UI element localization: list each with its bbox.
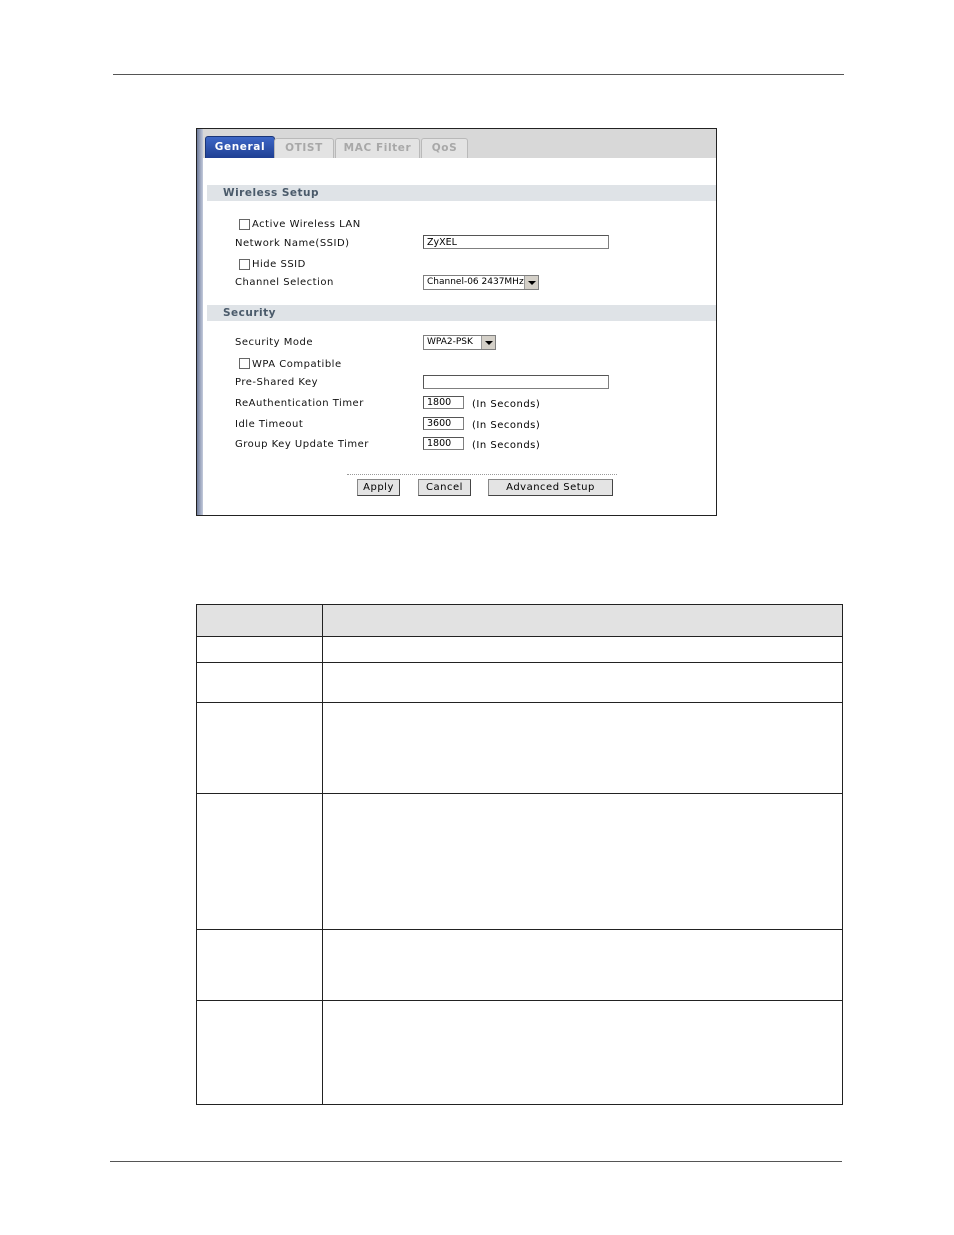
security-mode-select[interactable] xyxy=(423,335,496,350)
chevron-down-icon[interactable] xyxy=(524,276,538,289)
security-mode-label: Security Mode xyxy=(235,337,313,348)
idle-timeout-input[interactable] xyxy=(423,417,464,430)
ssid-label: Network Name(SSID) xyxy=(235,238,350,249)
advanced-setup-button[interactable]: Advanced Setup xyxy=(488,479,613,496)
idle-unit: (In Seconds) xyxy=(472,420,541,431)
group-key-timer-label: Group Key Update Timer xyxy=(235,439,369,450)
field-description-table xyxy=(196,604,843,1105)
button-divider xyxy=(347,474,617,475)
active-wireless-label: Active Wireless LAN xyxy=(252,219,361,230)
reauth-unit: (In Seconds) xyxy=(472,399,541,410)
cancel-button[interactable]: Cancel xyxy=(418,479,471,496)
header-rule xyxy=(113,74,844,75)
apply-button[interactable]: Apply xyxy=(357,479,400,496)
reauth-timer-label: ReAuthentication Timer xyxy=(235,398,364,409)
table-row xyxy=(197,702,842,703)
hide-ssid-label: Hide SSID xyxy=(252,259,306,270)
tab-otist[interactable]: OTIST xyxy=(274,138,334,158)
tab-bar xyxy=(203,129,716,158)
idle-timeout-label: Idle Timeout xyxy=(235,419,304,430)
wpa-compatible-checkbox[interactable] xyxy=(239,358,250,369)
pre-shared-key-input[interactable] xyxy=(423,375,609,389)
security-mode-value: WPA2-PSK xyxy=(427,337,473,347)
group-key-timer-input[interactable] xyxy=(423,437,464,450)
tab-mac-filter[interactable]: MAC Filter xyxy=(335,138,420,158)
channel-select-value: Channel-06 2437MHz xyxy=(427,277,524,287)
hide-ssid-checkbox[interactable] xyxy=(239,259,250,270)
left-gradient-bar xyxy=(197,129,203,515)
active-wireless-checkbox[interactable] xyxy=(239,219,250,230)
tab-general[interactable]: General xyxy=(205,136,275,158)
group-key-unit: (In Seconds) xyxy=(472,440,541,451)
tab-qos[interactable]: QoS xyxy=(421,138,468,158)
chevron-down-icon[interactable] xyxy=(481,336,495,349)
wireless-settings-screenshot xyxy=(196,128,717,516)
table-row xyxy=(197,662,842,663)
column-divider xyxy=(322,605,323,1104)
table-row xyxy=(197,929,842,930)
wpa-compatible-label: WPA Compatible xyxy=(252,359,342,370)
table-row xyxy=(197,793,842,794)
table-row xyxy=(197,1000,842,1001)
wireless-setup-header: Wireless Setup xyxy=(207,185,716,201)
reauth-timer-input[interactable] xyxy=(423,396,464,409)
pre-shared-key-label: Pre-Shared Key xyxy=(235,377,319,388)
channel-select[interactable] xyxy=(423,275,539,290)
table-header xyxy=(197,605,842,637)
footer-rule xyxy=(110,1161,842,1162)
security-header: Security xyxy=(207,305,716,321)
ssid-input[interactable] xyxy=(423,235,609,249)
channel-selection-label: Channel Selection xyxy=(235,277,334,288)
